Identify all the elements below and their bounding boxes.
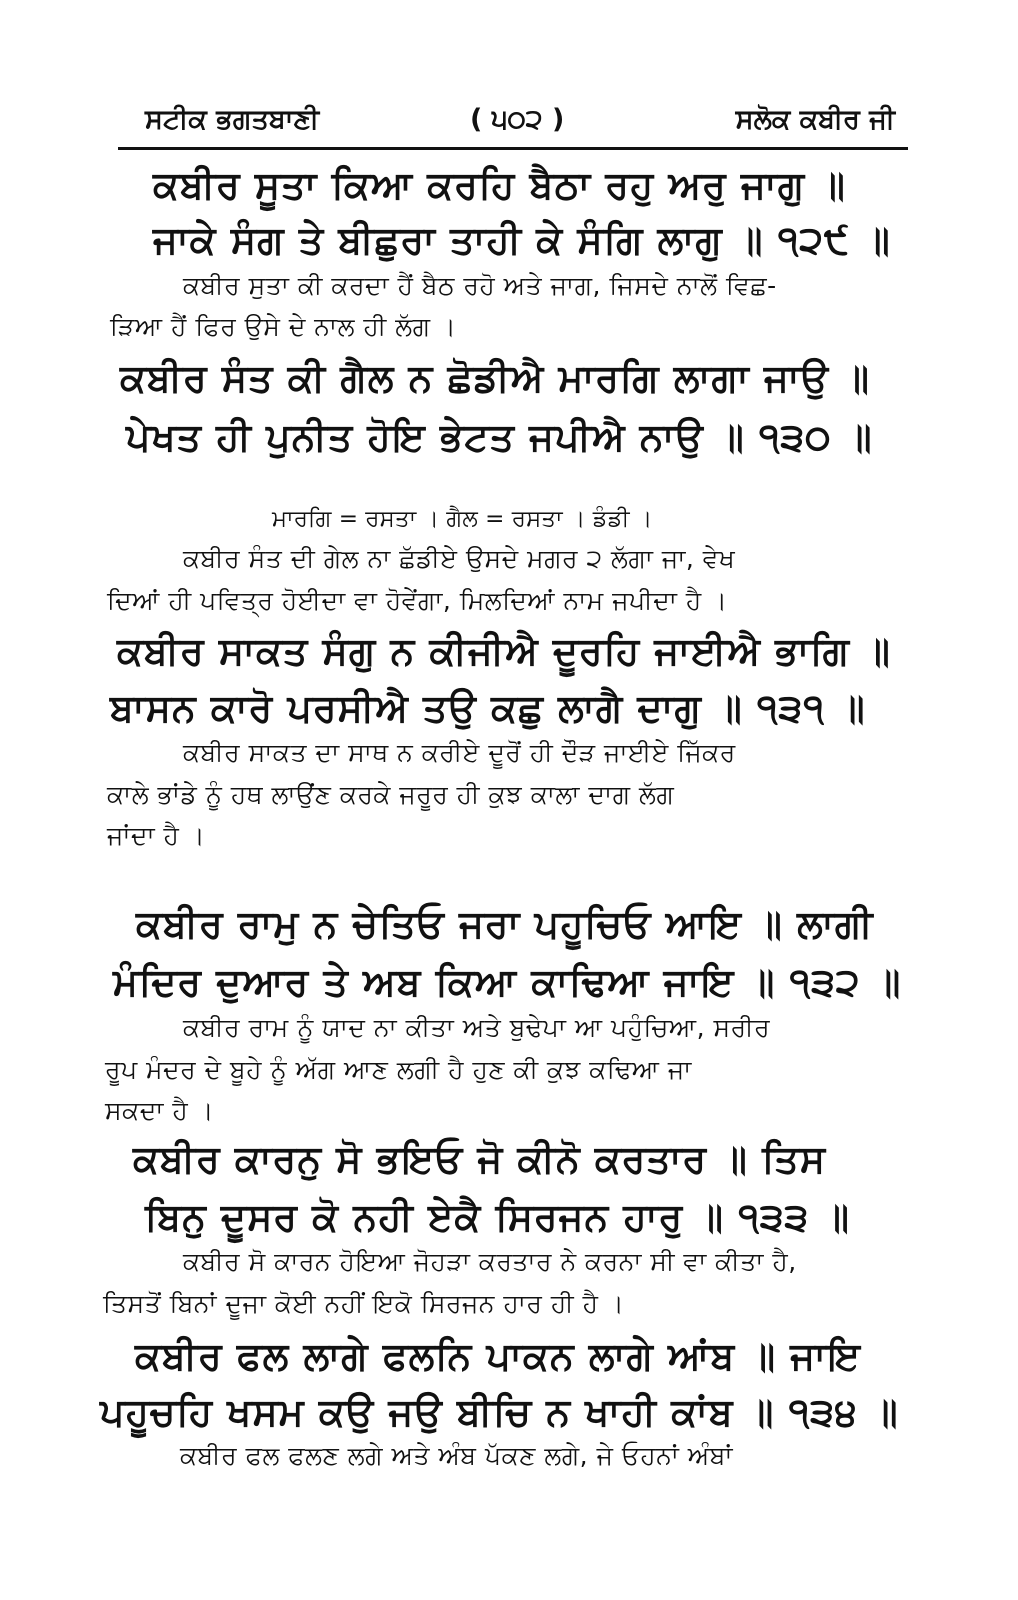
gloss-line: ਮਾਰਗਿ = ਰਸਤਾ । ਗੈਲ = ਰਸਤਾ । ਡੰਡੀ । <box>272 506 653 532</box>
commentary-line: ਸਕਦਾ ਹੈ । <box>105 1096 214 1125</box>
verse-line: ਬਾਸਨ ਕਾਰੋ ਪਰਸੀਐ ਤਉ ਕਛੁ ਲਾਗੈ ਦਾਗੁ ॥ ੧੩੧ ॥ <box>110 686 866 730</box>
commentary-line: ਜਾਂਦਾ ਹੈ । <box>107 821 206 850</box>
commentary-line: ਕਬੀਰ ਰਾਮ ਨੂੰ ਯਾਦ ਨਾ ਕੀਤਾ ਅਤੇ ਬੁਢੇਪਾ ਆ ਪਹੁੰਚਿਆ, ਸਰੀਰ <box>183 1013 771 1042</box>
verse-line: ਪਹੂਚਹਿ ਖਸਮ ਕਉ ਜਉ ਬੀਚਿ ਨ ਖਾਹੀ ਕਾਂਬ ॥ ੧੩੪ ॥ <box>100 1390 899 1434</box>
running-title-left: ਸਟੀਕ ਭਗਤਬਾਣੀ <box>145 104 320 135</box>
commentary-line: ਕਬੀਰ ਫਲ ਫਲਣ ਲਗੇ ਅਤੇ ਅੰਬ ਪੱਕਣ ਲਗੇ, ਜੇ ਓਹਨਾਂ ਅੰਬਾਂ <box>180 1441 733 1470</box>
verse-line: ਜਾਕੇ ਸੰਗ ਤੇ ਬੀਛੁਰਾ ਤਾਹੀ ਕੇ ਸੰਗਿ ਲਾਗੁ ॥ ੧੨੯ ॥ <box>153 218 891 262</box>
verse-line: ਕਬੀਰ ਸੂਤਾ ਕਿਆ ਕਰਹਿ ਬੈਠਾ ਰਹੁ ਅਰੁ ਜਾਗੁ ॥ <box>153 163 846 207</box>
commentary-line: ਕਬੀਰ ਸੁਤਾ ਕੀ ਕਰਦਾ ਹੈਂ ਬੈਠ ਰਹੋ ਅਤੇ ਜਾਗ, ਜਿਸਦੇ ਨਾਲੋਂ ਵਿਛ- <box>183 271 777 300</box>
commentary-line: ਤਿਸਤੋਂ ਬਿਨਾਂ ਦੂਜਾ ਕੋਈ ਨਹੀਂ ਇਕੋ ਸਿਰਜਨ ਹਾਰ ਹੀ ਹੈ । <box>103 1289 625 1318</box>
header-rule <box>118 147 908 150</box>
commentary-line: ਕਬੀਰ ਸੰਤ ਦੀ ਗੇਲ ਨਾ ਛੱਡੀਏ ਉਸਦੇ ਮਗਰ ੨ ਲੱਗਾ ਜਾ, ਵੇਖ <box>183 544 736 573</box>
commentary-line: ਕਬੀਰ ਸਾਕਤ ਦਾ ਸਾਥ ਨ ਕਰੀਏ ਦੂਰੋਂ ਹੀ ਦੌੜ ਜਾਈਏ ਜਿੱਕਰ <box>183 738 736 767</box>
verse-line: ਮੰਦਿਰ ਦੁਆਰ ਤੇ ਅਬ ਕਿਆ ਕਾਢਿਆ ਜਾਇ ॥ ੧੩੨ ॥ <box>113 960 902 1004</box>
commentary-line: ਕਾਲੇ ਭਾਂਡੇ ਨੂੰ ਹਥ ਲਾਉਂਣ ਕਰਕੇ ਜਰੂਰ ਹੀ ਕੁਝ ਕਾਲਾ ਦਾਗ ਲੱਗ <box>107 780 675 809</box>
verse-line: ਕਬੀਰ ਸਾਕਤ ਸੰਗੁ ਨ ਕੀਜੀਐ ਦੂਰਹਿ ਜਾਈਐ ਭਾਗਿ ॥ <box>117 629 891 673</box>
verse-line: ਕਬੀਰ ਕਾਰਨੁ ਸੋ ਭਇਓ ਜੋ ਕੀਨੋ ਕਰਤਾਰ ॥ ਤਿਸ <box>133 1137 827 1181</box>
verse-line: ਬਿਨੁ ਦੂਸਰ ਕੋ ਨਹੀ ਏਕੈ ਸਿਰਜਨ ਹਾਰੁ ॥ ੧੩੩ ॥ <box>145 1195 850 1239</box>
page-header <box>115 96 905 144</box>
commentary-line: ਕਬੀਰ ਸੋ ਕਾਰਨ ਹੋਇਆ ਜੋਹੜਾ ਕਰਤਾਰ ਨੇ ਕਰਨਾ ਸੀ ਵਾ ਕੀਤਾ ਹੈ, <box>183 1247 797 1276</box>
page-number: ( ੫੦੨ ) <box>470 104 565 135</box>
verse-line: ਪੇਖਤ ਹੀ ਪੁਨੀਤ ਹੋਇ ਭੇਟਤ ਜਪੀਐ ਨਾਉ ॥ ੧੩੦ ॥ <box>126 415 873 459</box>
running-title-right: ਸਲੋਕ ਕਬੀਰ ਜੀ <box>735 104 895 135</box>
verse-line: ਕਬੀਰ ਸੰਤ ਕੀ ਗੈਲ ਨ ਛੋਡੀਐ ਮਾਰਗਿ ਲਾਗਾ ਜਾਉ ॥ <box>120 356 870 400</box>
verse-line: ਕਬੀਰ ਫਲ ਲਾਗੇ ਫਲਨਿ ਪਾਕਨ ਲਾਗੇ ਆਂਬ ॥ ਜਾਇ <box>135 1334 861 1378</box>
commentary-line: ਰੂਪ ਮੰਦਰ ਦੇ ਬੂਹੇ ਨੂੰ ਅੱਗ ਆਣ ਲਗੀ ਹੈ ਹੁਣ ਕੀ ਕੁਝ ਕਢਿਆ ਜਾ <box>105 1055 692 1084</box>
commentary-line: ੜਿਆ ਹੈਂ ਫਿਰ ਉਸੇ ਦੇ ਨਾਲ ਹੀ ਲੱਗ । <box>110 312 457 341</box>
verse-line: ਕਬੀਰ ਰਾਮੁ ਨ ਚੇਤਿਓ ਜਰਾ ਪਹੂਚਿਓ ਆਇ ॥ ਲਾਗੀ <box>136 902 874 946</box>
commentary-line: ਦਿਆਂ ਹੀ ਪਵਿਤ੍ਰ ਹੋਈਦਾ ਵਾ ਹੋਵੇਂਗਾ, ਮਿਲਦਿਆਂ ਨਾਮ ਜਪੀਦਾ ਹੈ । <box>107 586 728 615</box>
